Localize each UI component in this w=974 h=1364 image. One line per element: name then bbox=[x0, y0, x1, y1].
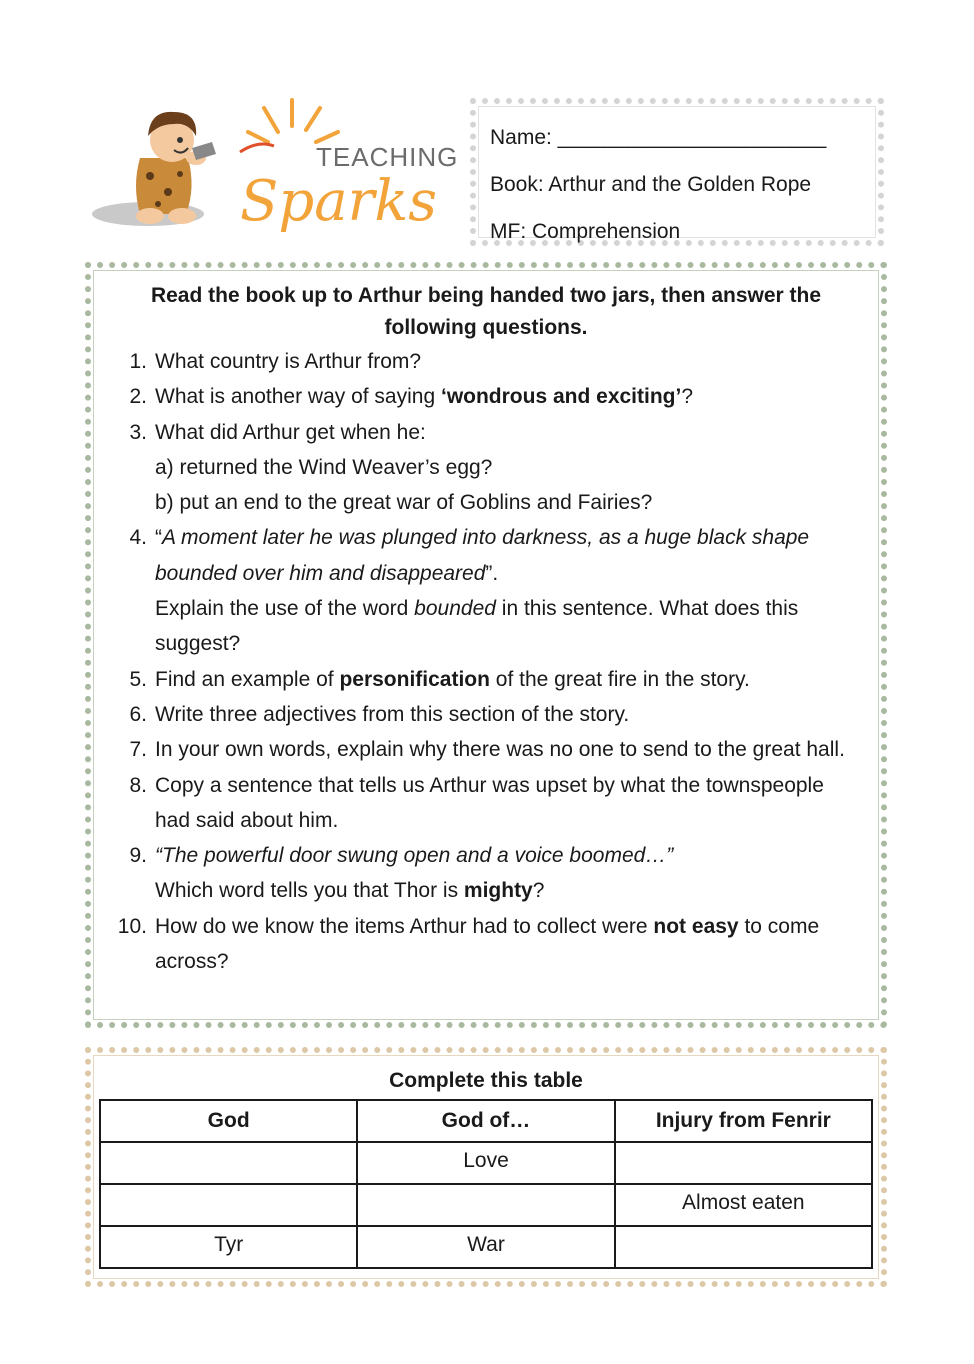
table-cell: Love bbox=[357, 1142, 614, 1184]
question-text: in this sentence. What does this suggest? bbox=[155, 597, 799, 656]
question-text: Copy a sentence that tells us Arthur was upset by what the townspeople had said about him. bbox=[155, 773, 824, 832]
quote-mark: “ bbox=[155, 526, 162, 550]
question-7 bbox=[109, 732, 863, 767]
question-number: 7. bbox=[129, 738, 147, 762]
question-number: 4. bbox=[129, 526, 147, 550]
question-number: 9. bbox=[129, 844, 147, 868]
table-cell: Tyr bbox=[100, 1226, 357, 1268]
question-list bbox=[109, 344, 863, 979]
header-injury: Injury from Fenrir bbox=[615, 1100, 872, 1142]
question-text: In your own words, explain why there was no one to send to the great hall. bbox=[155, 738, 845, 762]
logo-sparks-text: Sparks bbox=[240, 169, 438, 234]
question-emphasis: not easy bbox=[653, 914, 739, 938]
question-9 bbox=[109, 838, 863, 909]
table-section bbox=[85, 1047, 887, 1287]
question-number: 3. bbox=[129, 420, 147, 444]
question-number: 5. bbox=[129, 667, 147, 691]
question-8 bbox=[109, 768, 863, 839]
question-text: Write three adjectives from this section of the story. bbox=[155, 702, 630, 726]
question-text: ? bbox=[532, 879, 545, 903]
question-number: 10. bbox=[117, 914, 147, 938]
questions-section bbox=[85, 262, 887, 1028]
question-4 bbox=[109, 520, 863, 661]
table-row bbox=[100, 1184, 872, 1226]
question-text: Explain the use of the word bbox=[155, 597, 415, 621]
question-emphasis: mighty bbox=[463, 879, 533, 903]
question-number: 6. bbox=[129, 702, 147, 726]
logo-teaching-text: TEACHING bbox=[316, 142, 459, 172]
table-cell[interactable] bbox=[357, 1184, 614, 1226]
instruction-text: Read the book up to Arthur being handed two jars, then answer the following questions. bbox=[150, 284, 822, 339]
question-quote: A moment later he was plunged into darkness, as a huge black shape bounded over him and disappeared bbox=[155, 526, 810, 585]
question-subpart-b: b) put an end to the great war of Goblins and Fairies? bbox=[155, 491, 653, 515]
question-text: How do we know the items Arthur had to collect were bbox=[155, 914, 654, 938]
book-title: Book: Arthur and the Golden Rope bbox=[490, 173, 812, 196]
question-number: 8. bbox=[129, 773, 147, 797]
question-emphasis: personification bbox=[339, 667, 490, 691]
question-text: ? bbox=[681, 385, 694, 409]
question-6 bbox=[109, 697, 863, 732]
question-1 bbox=[109, 344, 863, 379]
question-5 bbox=[109, 662, 863, 697]
question-emphasis: bounded bbox=[414, 597, 496, 621]
question-text: What did Arthur get when he: bbox=[155, 420, 426, 444]
gods-table bbox=[99, 1099, 873, 1269]
name-field-label: Name: _______________________ bbox=[490, 126, 827, 149]
header-god-of: God of… bbox=[357, 1100, 614, 1142]
question-3 bbox=[109, 415, 863, 521]
question-10 bbox=[109, 909, 863, 980]
quote-mark: ”. bbox=[485, 561, 499, 585]
question-text: Which word tells you that Thor is bbox=[155, 879, 464, 903]
student-info-box bbox=[470, 98, 884, 246]
table-row bbox=[100, 1226, 872, 1268]
question-text: What country is Arthur from? bbox=[155, 350, 422, 373]
table-cell[interactable] bbox=[100, 1142, 357, 1184]
teaching-sparks-logo bbox=[88, 96, 460, 244]
question-subpart-a: a) returned the Wind Weaver’s egg? bbox=[155, 455, 493, 479]
question-number: 1. bbox=[129, 350, 147, 373]
table-cell[interactable] bbox=[615, 1142, 872, 1184]
table-row bbox=[100, 1142, 872, 1184]
question-2 bbox=[109, 379, 863, 414]
question-text: Find an example of bbox=[155, 667, 340, 691]
question-emphasis: ‘wondrous and exciting’ bbox=[440, 385, 682, 409]
table-cell[interactable] bbox=[100, 1184, 357, 1226]
header-god: God bbox=[100, 1100, 357, 1142]
caveman-mascot-icon bbox=[88, 96, 460, 244]
question-text: to come across? bbox=[155, 914, 820, 974]
table-cell: War bbox=[357, 1226, 614, 1268]
question-text: What is another way of saying bbox=[155, 385, 441, 409]
question-text: of the great fire in the story. bbox=[489, 667, 750, 691]
table-cell: Almost eaten bbox=[615, 1184, 872, 1226]
mf-label: MF: Comprehension bbox=[490, 220, 681, 243]
table-title: Complete this table bbox=[389, 1069, 583, 1092]
table-header-row bbox=[100, 1100, 872, 1142]
question-quote: “The powerful door swung open and a voice boomed…” bbox=[155, 844, 674, 868]
table-cell[interactable] bbox=[615, 1226, 872, 1268]
question-number: 2. bbox=[129, 385, 147, 409]
